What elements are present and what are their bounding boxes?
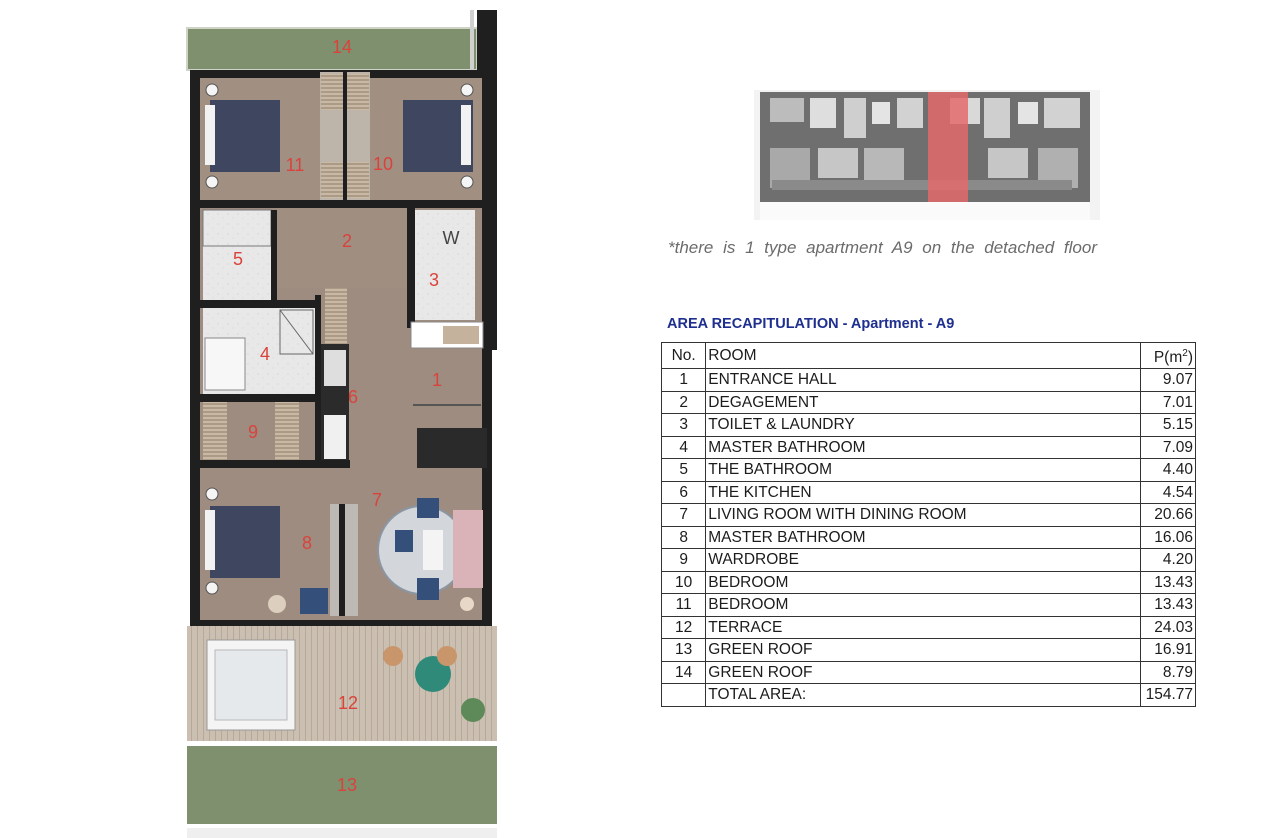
room-label-13: 13 — [336, 774, 358, 795]
table-row — [662, 436, 1196, 459]
header-no: No. — [662, 343, 706, 369]
cell-room: WARDROBE — [706, 549, 1141, 572]
table-header-row — [662, 343, 1196, 369]
cell-room: GREEN ROOF — [706, 661, 1141, 684]
key-plan-drawing — [752, 78, 1102, 226]
cell-no: 3 — [662, 414, 706, 437]
cell-room: DEGAGEMENT — [706, 391, 1141, 414]
table-row — [662, 414, 1196, 437]
cell-area: 4.20 — [1141, 549, 1196, 572]
floor-note: *there is 1 type apartment A9 on the detached floor — [668, 238, 1098, 257]
cell-area: 20.66 — [1141, 504, 1196, 527]
cell-area: 8.79 — [1141, 661, 1196, 684]
room-label-12: 12 — [337, 692, 359, 713]
cell-area: 5.15 — [1141, 414, 1196, 437]
room-label-2: 2 — [341, 230, 353, 251]
room-label-7: 7 — [371, 489, 383, 510]
cell-no: 11 — [662, 594, 706, 617]
table-row — [662, 391, 1196, 414]
cell-no: 10 — [662, 571, 706, 594]
cell-no: 4 — [662, 436, 706, 459]
cell-room: THE BATHROOM — [706, 459, 1141, 482]
room-label-1: 1 — [431, 369, 443, 390]
room-label-5: 5 — [232, 248, 244, 269]
cell-area: 7.09 — [1141, 436, 1196, 459]
cell-area: 4.40 — [1141, 459, 1196, 482]
cell-area: 24.03 — [1141, 616, 1196, 639]
area-recap-table — [661, 342, 1196, 707]
cell-no: 7 — [662, 504, 706, 527]
floor-plan-drawing — [185, 10, 497, 838]
cell-no: 14 — [662, 661, 706, 684]
cell-no — [662, 684, 706, 707]
cell-room: TOTAL AREA: — [706, 684, 1141, 707]
header-area: $P(m^2)$ — [1141, 343, 1196, 369]
room-label-4: 4 — [259, 343, 271, 364]
room-label-10: 10 — [372, 153, 394, 174]
header-room: ROOM — [706, 343, 1141, 369]
cell-no: 1 — [662, 369, 706, 392]
cell-room: BEDROOM — [706, 594, 1141, 617]
cell-room: ENTRANCE HALL — [706, 369, 1141, 392]
cell-room: BEDROOM — [706, 571, 1141, 594]
room-label-11: 11 — [285, 154, 305, 175]
cell-no: 13 — [662, 639, 706, 662]
cell-room: MASTER BATHROOM — [706, 436, 1141, 459]
table-row — [662, 661, 1196, 684]
floor-plan — [185, 10, 497, 838]
room-label-8: 8 — [301, 532, 313, 553]
apartment-highlight — [928, 92, 968, 204]
table-row — [662, 369, 1196, 392]
cell-no: 8 — [662, 526, 706, 549]
room-label-9: 9 — [247, 421, 259, 442]
cell-no: 6 — [662, 481, 706, 504]
cell-no: 12 — [662, 616, 706, 639]
cell-no: 2 — [662, 391, 706, 414]
cell-room: MASTER BATHROOM — [706, 526, 1141, 549]
cell-room: TERRACE — [706, 616, 1141, 639]
key-plan — [752, 78, 1102, 226]
cell-area: 13.43 — [1141, 594, 1196, 617]
table-row — [662, 571, 1196, 594]
wc-mark: W — [442, 228, 460, 248]
cell-room: TOILET & LAUNDRY — [706, 414, 1141, 437]
cell-area: 4.54 — [1141, 481, 1196, 504]
cell-room: LIVING ROOM WITH DINING ROOM — [706, 504, 1141, 527]
cell-room: THE KITCHEN — [706, 481, 1141, 504]
cell-area: 7.01 — [1141, 391, 1196, 414]
cell-no: 5 — [662, 459, 706, 482]
table-row — [662, 526, 1196, 549]
cell-no: 9 — [662, 549, 706, 572]
room-label-6: 6 — [347, 386, 359, 407]
cell-area: 13.43 — [1141, 571, 1196, 594]
table-row — [662, 616, 1196, 639]
table-row — [662, 639, 1196, 662]
cell-area: 16.06 — [1141, 526, 1196, 549]
cell-area: 154.77 — [1141, 684, 1196, 707]
room-label-3: 3 — [428, 269, 440, 290]
total-row — [662, 684, 1196, 707]
room-label-14: 14 — [331, 36, 353, 57]
cell-room: GREEN ROOF — [706, 639, 1141, 662]
cell-area: 9.07 — [1141, 369, 1196, 392]
table-row — [662, 549, 1196, 572]
area-recap-heading: AREA RECAPITULATION - Apartment - A9 — [667, 316, 955, 332]
table-row — [662, 481, 1196, 504]
table-row — [662, 594, 1196, 617]
cell-area: 16.91 — [1141, 639, 1196, 662]
table-row — [662, 504, 1196, 527]
table-row — [662, 459, 1196, 482]
